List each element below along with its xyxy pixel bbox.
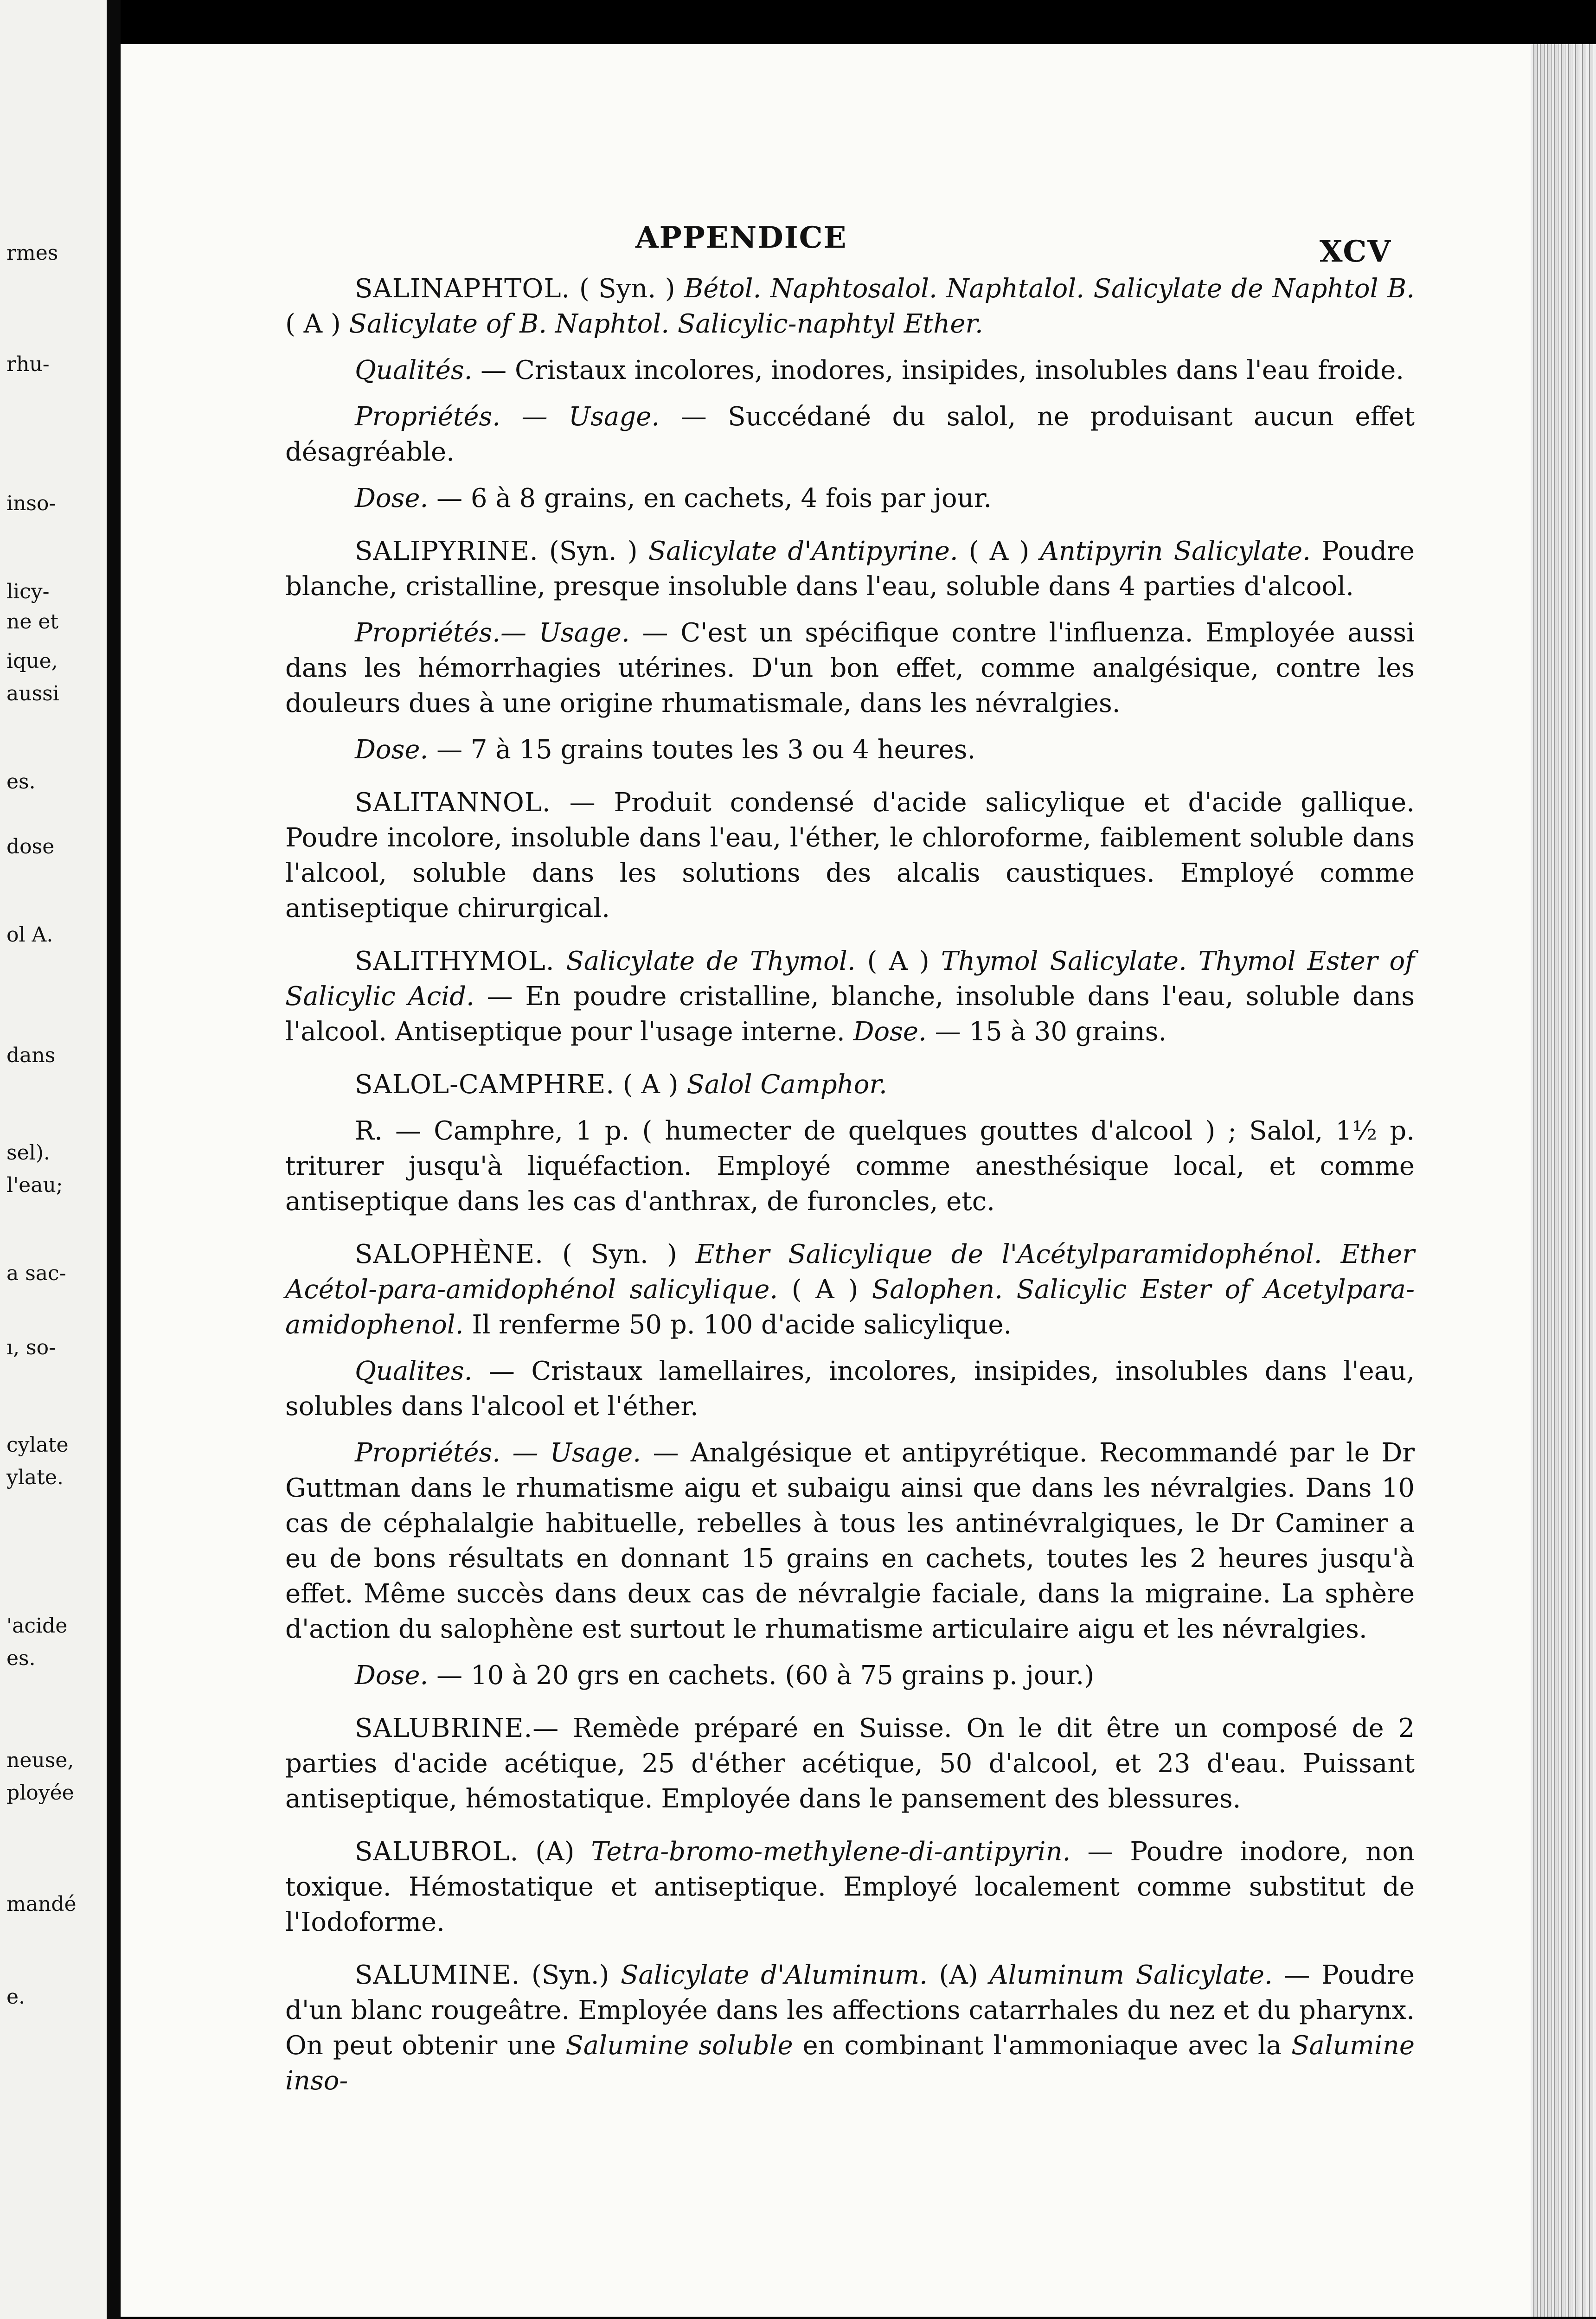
entry-text: — Poudre d'un blanc rougeâtre. Employée dans les affections catarrhales du nez et du pharynx. On peut obtenir une bbox=[285, 1960, 1415, 2061]
entry-text: ( A ) bbox=[285, 309, 349, 339]
dictionary-entry bbox=[285, 944, 1415, 1050]
facing-page-fragment: ique, bbox=[6, 649, 58, 673]
facing-page-fragment: e. bbox=[6, 1985, 26, 2009]
entry-headword: SALUBRINE. bbox=[355, 1713, 533, 1743]
entry-text: ( Syn. ) bbox=[543, 1239, 696, 1269]
facing-page-fragment: neuse, bbox=[6, 1749, 74, 1772]
entry-label: Qualités. bbox=[355, 355, 473, 385]
entry-text: Salicylate de Thymol. bbox=[566, 946, 856, 976]
dictionary-entry bbox=[285, 1237, 1415, 1693]
entry-headword: SALIPYRINE. bbox=[355, 536, 538, 566]
entry-headword: SALOL-CAMPHRE. bbox=[355, 1070, 615, 1100]
entry-paragraph bbox=[285, 1237, 1415, 1343]
entry-text: (A) bbox=[519, 1837, 591, 1867]
entry-text: Salol Camphor. bbox=[686, 1070, 887, 1100]
entry-text bbox=[555, 946, 566, 976]
running-head bbox=[121, 174, 1531, 269]
entry-label: Propriétés. — Usage. bbox=[355, 402, 660, 432]
facing-page-fragment: ployée bbox=[6, 1781, 74, 1805]
entry-text: — 10 à 20 grs en cachets. (60 à 75 grains p. jour.) bbox=[428, 1660, 1095, 1691]
entry-text: — 6 à 8 grains, en cachets, 4 fois par jour. bbox=[428, 483, 992, 513]
entry-paragraph bbox=[285, 1711, 1415, 1817]
entry-label: Dose. bbox=[853, 1017, 927, 1047]
entry-text: Tetra-bromo-methylene-di-antipyrin. bbox=[591, 1837, 1071, 1867]
entry-text: Antipyrin Salicylate. bbox=[1040, 536, 1311, 566]
dictionary-entry bbox=[285, 1067, 1415, 1219]
dictionary-entry bbox=[285, 1711, 1415, 1817]
entry-text: — 7 à 15 grains toutes les 3 ou 4 heures. bbox=[428, 735, 976, 765]
facing-page-fragment: l'eau; bbox=[6, 1173, 63, 1197]
entry-label: Propriétés.— Usage. bbox=[355, 618, 630, 648]
entry-paragraph bbox=[285, 785, 1415, 926]
entry-headword: SALUBROL. bbox=[355, 1837, 519, 1867]
entry-text: ( A ) bbox=[855, 946, 941, 976]
facing-page-fragment: aussi bbox=[6, 682, 59, 705]
book-gutter bbox=[107, 0, 121, 2319]
entry-paragraph bbox=[285, 944, 1415, 1050]
entry-text: ( A ) bbox=[778, 1275, 872, 1305]
dictionary-entry bbox=[285, 534, 1415, 768]
entry-text: ( A ) bbox=[958, 536, 1040, 566]
entry-text: (Syn.) bbox=[520, 1960, 621, 1990]
entry-text: — Analgésique et antipyrétique. Recommandé par le Dr Guttman dans le rhumatisme aigu et subaigu ainsi que dans les névralgies. Dans 10 cas de céphalalgie habituelle, rebelles à tous les antinévralgiques, le Dr Caminer a eu de bons résultats en donnant 15 grains en cachets, toutes les 2 heures jusqu'à effet. Même succès dans deux cas de névralgie faciale, dans la migraine. La sphère d'action du salophène est surtout le rhumatisme articulaire aigu et les névralgies. bbox=[285, 1438, 1415, 1644]
facing-page-fragment: a sac- bbox=[6, 1262, 66, 1285]
facing-page-fragment: dans bbox=[6, 1044, 56, 1067]
entry-paragraph bbox=[285, 1067, 1415, 1102]
entry-paragraph bbox=[285, 1834, 1415, 1940]
facing-page-fragment: ol A. bbox=[6, 923, 53, 947]
entry-label: Dose. bbox=[355, 1660, 429, 1691]
entry-text: Salicylate d'Antipyrine. bbox=[648, 536, 958, 566]
entry-label: Qualites. bbox=[355, 1356, 473, 1386]
entry-paragraph bbox=[285, 615, 1415, 721]
facing-page-fragment: 'acide bbox=[6, 1614, 68, 1638]
entry-label: Dose. bbox=[355, 483, 429, 513]
entry-text: en combinant l'ammoniaque avec la bbox=[793, 2031, 1292, 2061]
entry-paragraph bbox=[285, 1658, 1415, 1693]
entry-text: Salumine inso- bbox=[285, 2031, 1415, 2096]
entry-paragraph bbox=[285, 1114, 1415, 1219]
entry-paragraph bbox=[285, 534, 1415, 604]
facing-page-fragment: rhu- bbox=[6, 352, 50, 376]
entry-paragraph bbox=[285, 271, 1415, 342]
entry-text: — Produit condensé d'acide salicylique et d'acide gallique. Poudre incolore, insoluble dans l'eau, l'éther, le chloroforme, faiblement soluble dans l'alcool, soluble dans les solutions des alcalis caustiques. Employé comme antiseptique chirurgical. bbox=[285, 788, 1415, 923]
entry-paragraph bbox=[285, 399, 1415, 470]
facing-page-fragment: ylate. bbox=[6, 1466, 64, 1489]
facing-page-fragment: inso- bbox=[6, 492, 56, 515]
entry-text: Aluminum Salicylate. bbox=[989, 1960, 1273, 1990]
facing-page-fragment: es. bbox=[6, 1646, 36, 1670]
entry-text: Salicylate d'Aluminum. bbox=[621, 1960, 928, 1990]
page-body bbox=[285, 271, 1415, 2116]
entry-text: — Cristaux incolores, inodores, insipides, insolubles dans l'eau froide. bbox=[472, 355, 1404, 385]
entry-headword: SALITHYMOL. bbox=[355, 946, 555, 976]
facing-page-fragment: mandé bbox=[6, 1892, 77, 1916]
running-title: APPENDICE bbox=[635, 220, 847, 255]
dictionary-entry bbox=[285, 271, 1415, 516]
entry-text: — Remède préparé en Suisse. On le dit être un composé de 2 parties d'acide acétique, 25 d'éther acétique, 50 d'alcool, et 23 d'eau. Puissant antiseptique, hémostatique. Employée dans le pansement des blessures. bbox=[285, 1713, 1415, 1814]
entry-text: Il renferme 50 p. 100 d'acide salicylique. bbox=[463, 1310, 1012, 1340]
entry-label: Dose. bbox=[355, 735, 429, 765]
entry-headword: SALUMINE. bbox=[355, 1960, 520, 1990]
facing-page-fragment: sel). bbox=[6, 1141, 50, 1165]
entry-text: ( Syn. ) bbox=[570, 274, 685, 304]
entry-paragraph bbox=[285, 353, 1415, 388]
entry-text: Ether Salicylique de l'Acétylparamidophénol. Ether Acétol-para-amidophénol salicylique. bbox=[285, 1239, 1415, 1305]
entry-paragraph bbox=[285, 1354, 1415, 1424]
entry-text: Bétol. Naphtosalol. Naphtalol. Salicylate de Naphtol B. bbox=[684, 274, 1415, 304]
entry-headword: SALINAPHTOL. bbox=[355, 274, 570, 304]
facing-page-fragment: licy- bbox=[6, 580, 50, 603]
entry-paragraph bbox=[285, 1435, 1415, 1647]
facing-page-fragment: ı, so- bbox=[6, 1336, 56, 1359]
page-number: XCV bbox=[1319, 234, 1391, 269]
entry-text: — En poudre cristalline, blanche, insoluble dans l'eau, soluble dans l'alcool. Antiseptique pour l'usage interne. bbox=[285, 981, 1415, 1047]
entry-paragraph bbox=[285, 481, 1415, 516]
facing-page-fragment: ne et bbox=[6, 610, 59, 634]
entry-text: Salicylate of B. Naphtol. Salicylic-naphtyl Ether. bbox=[349, 309, 983, 339]
entry-text: R. — Camphre, 1 p. ( humecter de quelques gouttes d'alcool ) ; Salol, 1½ p. triturer jusqu'à liquéfaction. Employé comme anesthésique local, et comme antiseptique dans les cas d'anthrax, de furoncles, etc. bbox=[285, 1116, 1415, 1217]
facing-page-fragment: rmes bbox=[6, 241, 58, 265]
entry-paragraph bbox=[285, 732, 1415, 768]
book-page bbox=[121, 44, 1531, 2317]
facing-page-fragment: dose bbox=[6, 835, 55, 858]
entry-paragraph bbox=[285, 1958, 1415, 2099]
entry-text: Salumine soluble bbox=[565, 2031, 793, 2061]
dictionary-entry bbox=[285, 1958, 1415, 2099]
entry-headword: SALOPHÈNE. bbox=[355, 1239, 544, 1269]
facing-page-strip bbox=[0, 0, 107, 2319]
entry-text: — Succédané du salol, ne produisant aucun effet désagréable. bbox=[285, 402, 1415, 467]
entry-label: Propriétés. — Usage. bbox=[355, 1438, 641, 1468]
entry-text: (Syn. ) bbox=[538, 536, 648, 566]
facing-page-fragment: cylate bbox=[6, 1433, 69, 1457]
dictionary-entry bbox=[285, 1834, 1415, 1940]
entry-text: — Cristaux lamellaires, incolores, insipides, insolubles dans l'eau, solubles dans l'alcool et l'éther. bbox=[285, 1356, 1415, 1422]
entry-text: — 15 à 30 grains. bbox=[926, 1017, 1167, 1047]
entry-text: Poudre blanche, cristalline, presque insoluble dans l'eau, soluble dans 4 parties d'alcool. bbox=[285, 536, 1415, 602]
entry-headword: SALITANNOL. bbox=[355, 788, 551, 818]
facing-page-fragment: es. bbox=[6, 770, 36, 794]
entry-text: Thymol Salicylate. Thymol Ester of Salicylic Acid. bbox=[285, 946, 1415, 1012]
entry-text: ( A ) bbox=[615, 1070, 687, 1100]
entry-text: Salophen. Salicylic Ester of Acetylpara-amidophenol. bbox=[285, 1275, 1415, 1340]
dictionary-entry bbox=[285, 785, 1415, 926]
entry-text: — Poudre inodore, non toxique. Hémostatique et antiseptique. Employé localement comme substitut de l'Iodoforme. bbox=[285, 1837, 1415, 1937]
entry-text: — C'est un spécifique contre l'influenza. Employée aussi dans les hémorrhagies utérines. D'un bon effet, comme analgésique, contre les douleurs dues à une origine rhumatismale, dans les névralgies. bbox=[285, 618, 1415, 718]
entry-text: (A) bbox=[927, 1960, 990, 1990]
page-edges bbox=[1531, 44, 1596, 2317]
